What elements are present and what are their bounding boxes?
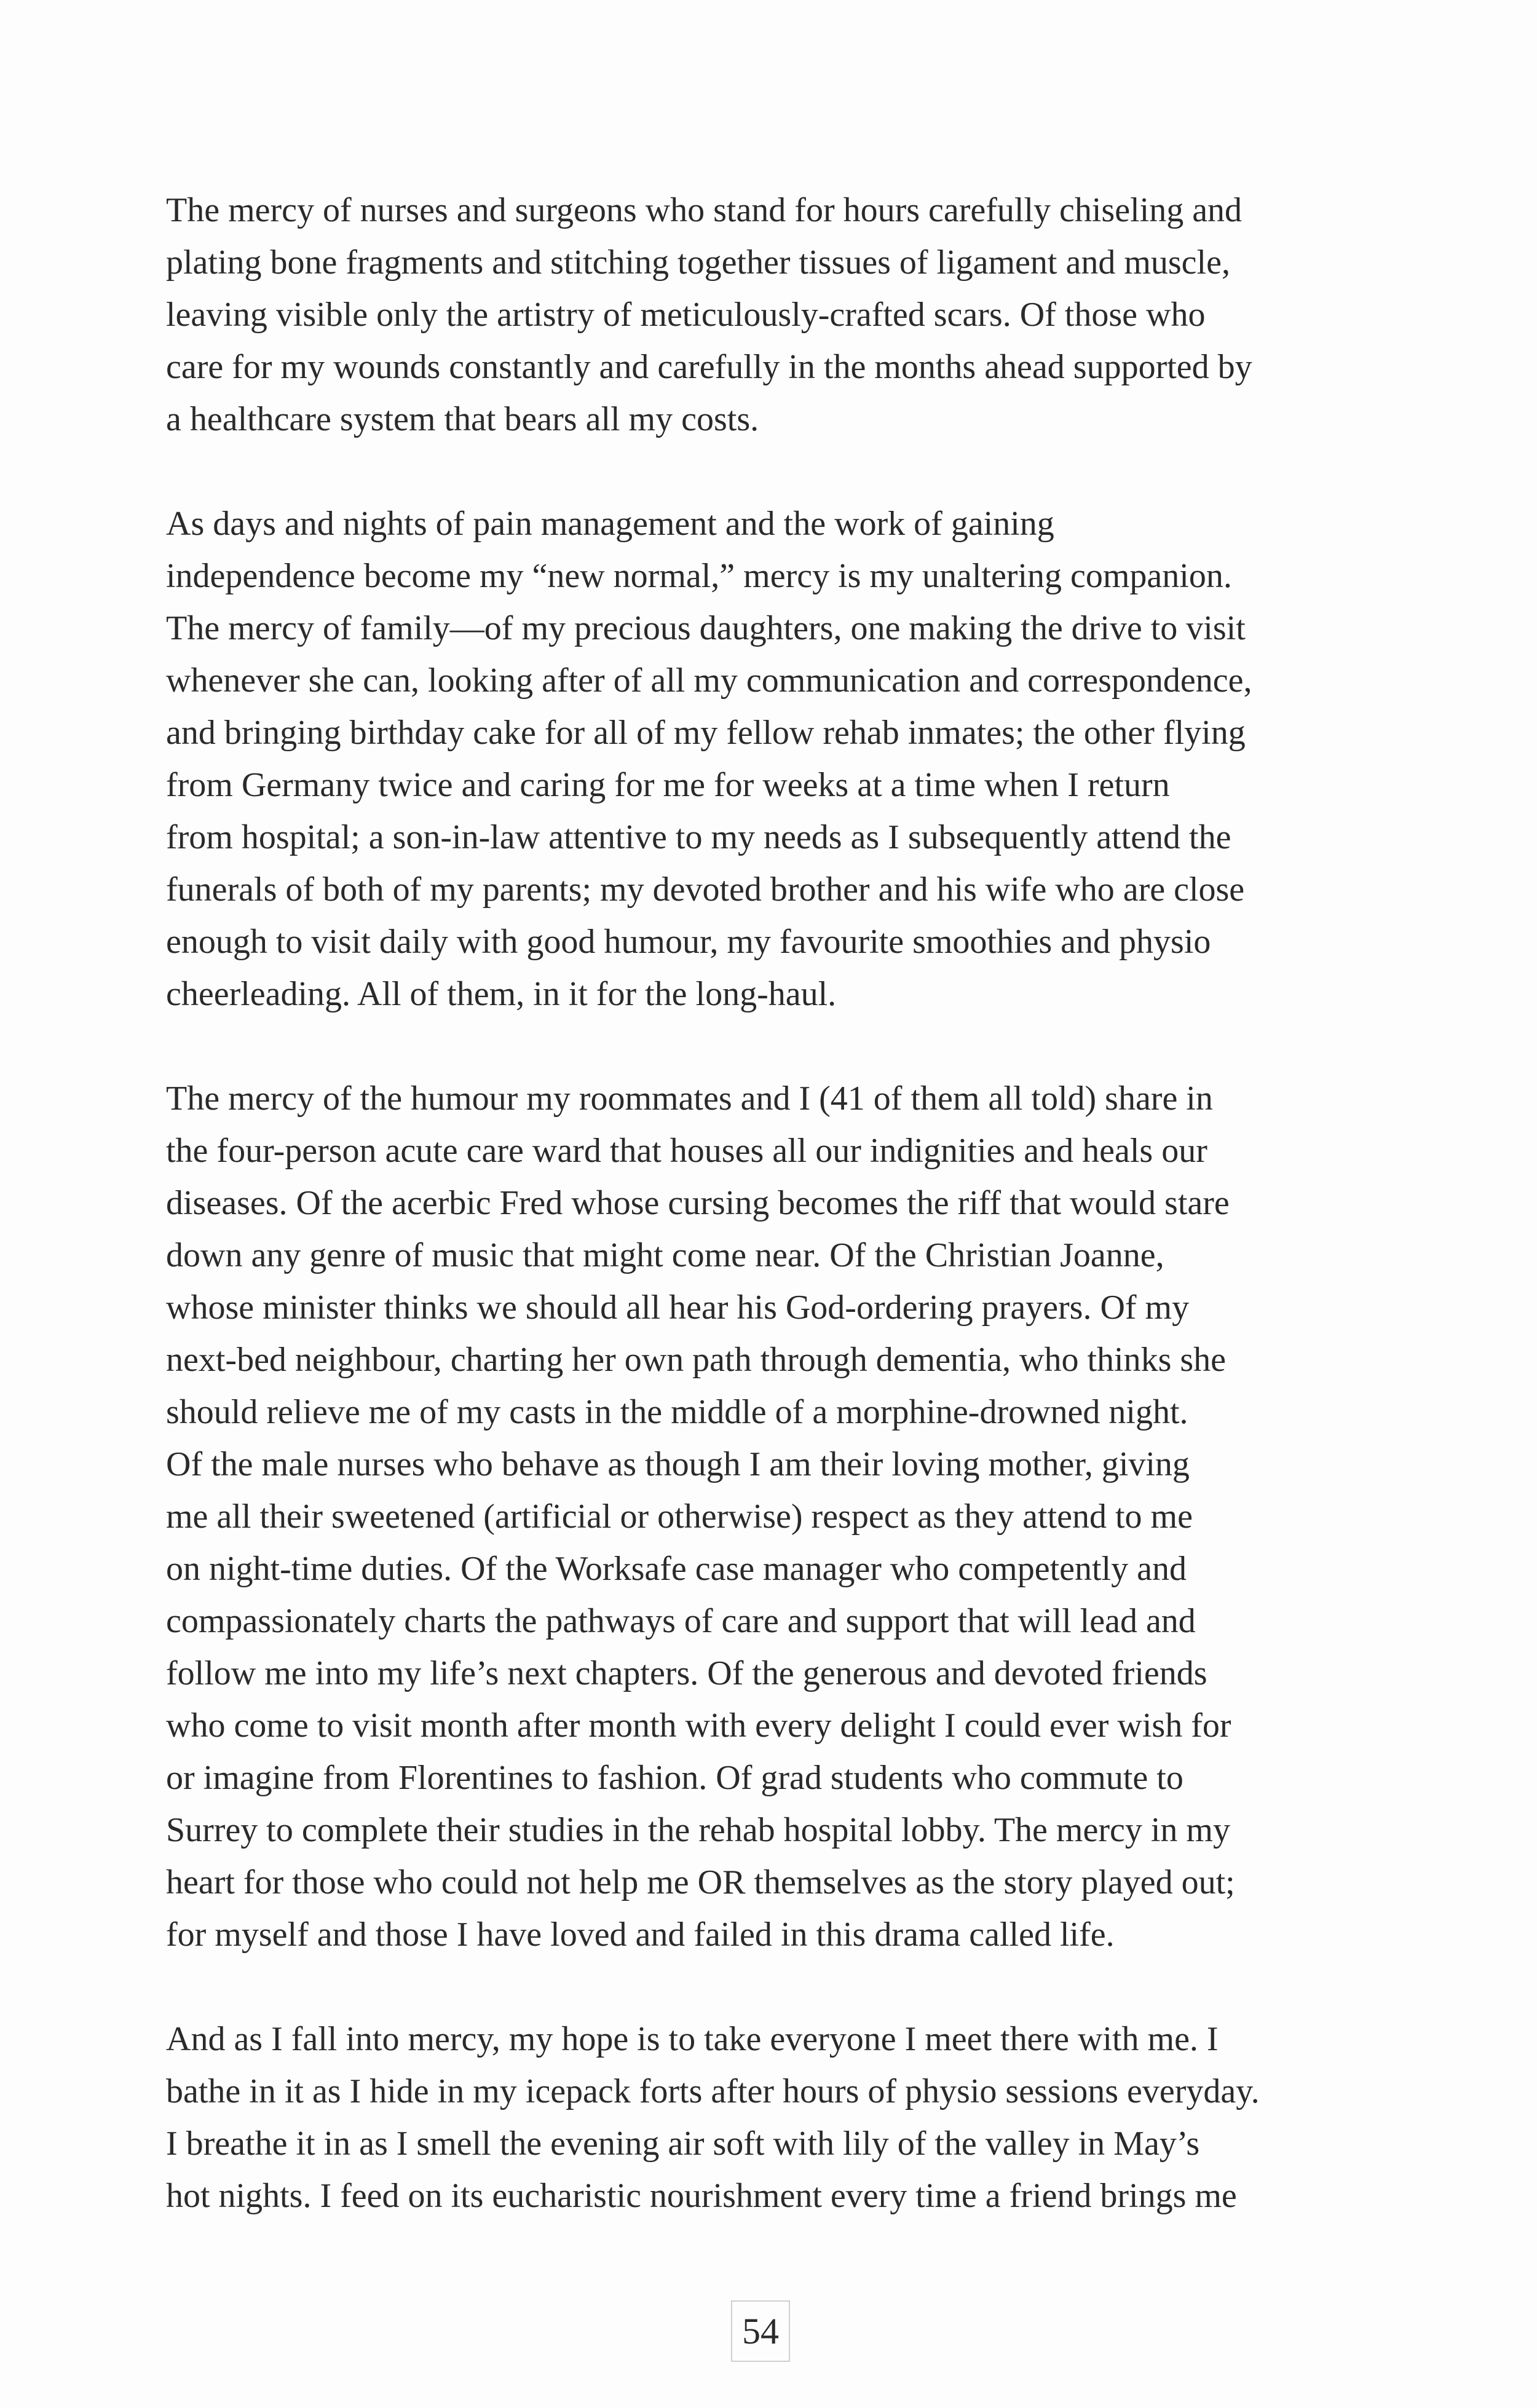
text-line: The mercy of the humour my roommates and I (41 of them all told) share in xyxy=(166,1080,1213,1118)
text-line: bathe in it as I hide in my icepack forts after hours of physio sessions everyday. xyxy=(166,2072,1260,2110)
text-line: follow me into my life’s next chapters. Of the generous and devoted friends xyxy=(166,1654,1207,1692)
text-line: I breathe it in as I smell the evening air soft with lily of the valley in May’s xyxy=(166,2125,1200,2163)
text-line: enough to visit daily with good humour, my favourite smoothies and physio xyxy=(166,923,1211,961)
text-line: diseases. Of the acerbic Fred whose cursing becomes the riff that would stare xyxy=(166,1184,1230,1222)
paragraph-3 xyxy=(166,1073,1383,1961)
text-line: or imagine from Florentines to fashion. Of grad students who commute to xyxy=(166,1759,1183,1797)
text-line: compassionately charts the pathways of care and support that will lead and xyxy=(166,1602,1196,1640)
text-line: heart for those who could not help me OR themselves as the story played out; xyxy=(166,1863,1235,1901)
text-line: Of the male nurses who behave as though I am their loving mother, giving xyxy=(166,1445,1190,1483)
text-line: from hospital; a son-in-law attentive to my needs as I subsequently attend the xyxy=(166,818,1231,856)
text-line: should relieve me of my casts in the middle of a morphine-drowned night. xyxy=(166,1393,1188,1431)
text-line: The mercy of family—of my precious daughters, one making the drive to visit xyxy=(166,609,1246,647)
text-line: down any genre of music that might come near. Of the Christian Joanne, xyxy=(166,1236,1164,1274)
text-line: the four-person acute care ward that houses all our indignities and heals our xyxy=(166,1132,1207,1170)
text-line: whose minister thinks we should all hear his God-ordering prayers. Of my xyxy=(166,1289,1190,1327)
paragraph-2 xyxy=(166,498,1383,1020)
text-line: me all their sweetened (artificial or otherwise) respect as they attend to me xyxy=(166,1498,1193,1536)
text-line: next-bed neighbour, charting her own path through dementia, who thinks she xyxy=(166,1341,1227,1379)
text-line: And as I fall into mercy, my hope is to take everyone I meet there with me. I xyxy=(166,2020,1219,2058)
text-line: The mercy of nurses and surgeons who stand for hours carefully chiseling and xyxy=(166,191,1243,229)
text-line: hot nights. I feed on its eucharistic nourishment every time a friend brings me xyxy=(166,2177,1237,2215)
paragraph-gap xyxy=(166,1961,1383,2013)
text-line: leaving visible only the artistry of meticulously-crafted scars. Of those who xyxy=(166,296,1206,334)
text-line: plating bone fragments and stitching together tissues of ligament and muscle, xyxy=(166,243,1230,282)
text-line: funerals of both of my parents; my devoted brother and his wife who are close xyxy=(166,870,1245,909)
paragraph-gap xyxy=(166,446,1383,498)
paragraph-gap xyxy=(166,1020,1383,1073)
text-line: for myself and those I have loved and failed in this drama called life. xyxy=(166,1916,1115,1954)
page-number: 54 xyxy=(731,2300,790,2362)
text-line: and bringing birthday cake for all of my fellow rehab inmates; the other flying xyxy=(166,714,1246,752)
text-line: care for my wounds constantly and carefully in the months ahead supported by xyxy=(166,348,1252,386)
text-line: independence become my “new normal,” mercy is my unaltering companion. xyxy=(166,557,1232,595)
text-line: a healthcare system that bears all my costs. xyxy=(166,400,759,438)
text-line: cheerleading. All of them, in it for the long-haul. xyxy=(166,975,837,1013)
text-line: As days and nights of pain management and the work of gaining xyxy=(166,505,1054,543)
paragraph-4 xyxy=(166,2013,1383,2222)
body-text xyxy=(166,184,1383,2222)
text-line: from Germany twice and caring for me for weeks at a time when I return xyxy=(166,766,1170,804)
text-line: Surrey to complete their studies in the rehab hospital lobby. The mercy in my xyxy=(166,1811,1230,1849)
text-line: who come to visit month after month with every delight I could ever wish for xyxy=(166,1707,1231,1745)
text-line: whenever she can, looking after of all my communication and correspondence, xyxy=(166,661,1252,700)
paragraph-1 xyxy=(166,184,1383,446)
text-line: on night-time duties. Of the Worksafe case manager who competently and xyxy=(166,1550,1187,1588)
